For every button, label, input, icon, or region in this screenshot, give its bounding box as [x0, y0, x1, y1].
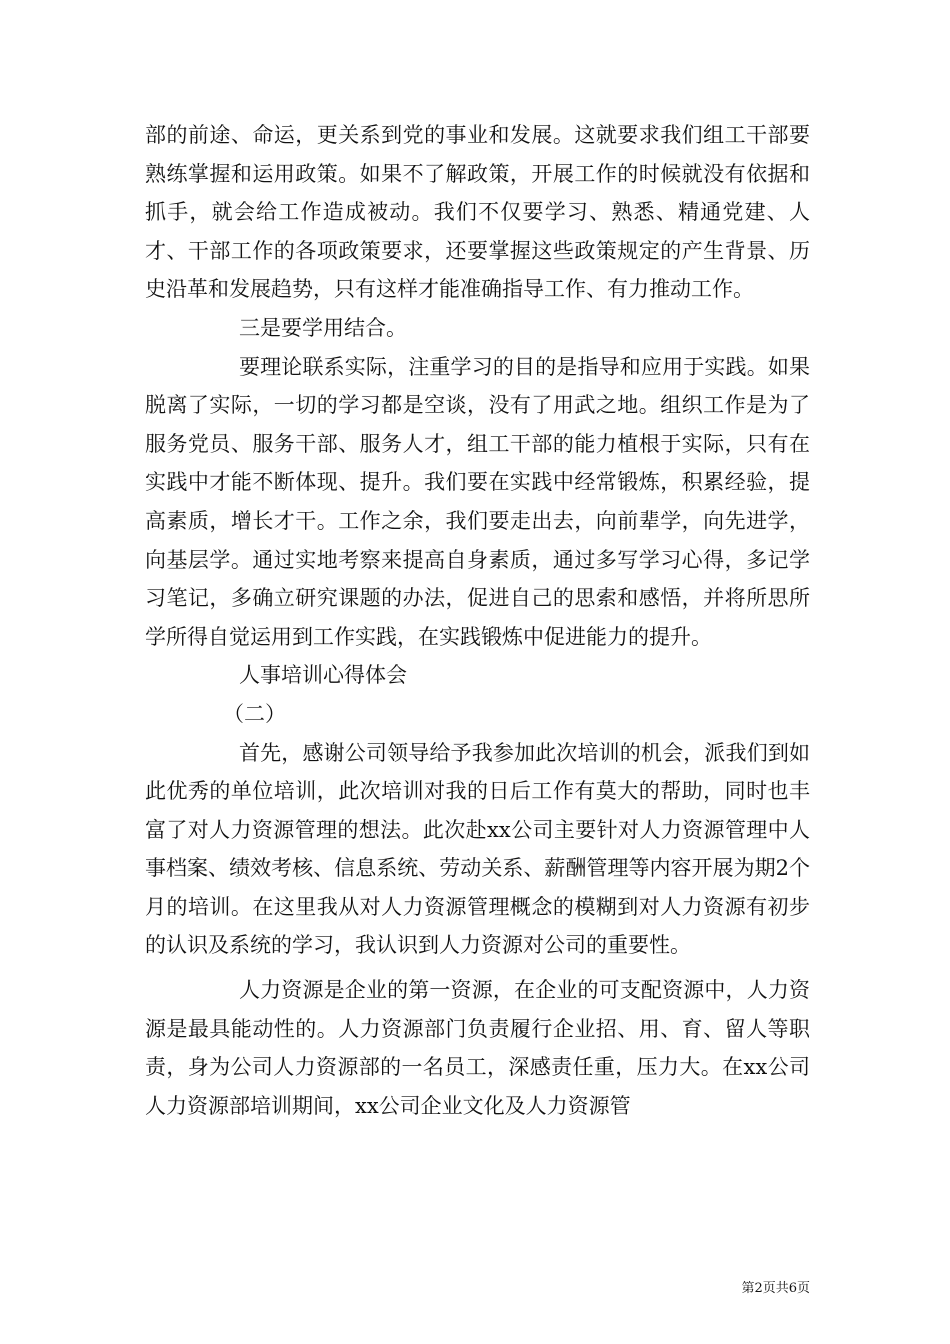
paragraph-continuation: 部的前途、命运，更关系到党的事业和发展。这就要求我们组工干部要熟练掌握和运用政策。如果不了解政策，开展工作的时候就没有依据和抓手，就会给工作造成被动。我们不仅要学习、熟悉、精通党建、人才、干部工作的各项政策要求，还要掌握这些政策规定的产生背景、历史沿革和发展趋势，只有这样才能准确指导工作、有力推动工作。 — [145, 123, 810, 302]
page-footer: 第2页共6页 — [741, 1281, 810, 1296]
document-body — [145, 116, 810, 1125]
paragraph-hr-resource: 人力资源是企业的第一资源，在企业的可支配资源中，人力资源是最具能动性的。人力资源部门负责履行企业招、用、育、留人等职责，身为公司人力资源部的一名员工，深感责任重，压力大。在xx公司人力资源部培训期间，xx公司企业文化及人力资源管 — [145, 978, 810, 1118]
paragraph-first: 首先，感谢公司领导给予我参加此次培训的机会，派我们到如此优秀的单位培训，此次培训对我的日后工作有莫大的帮助，同时也丰富了对人力资源管理的想法。此次赴xx公司主要针对人力资源管理中人事档案、绩效考核、信息系统、劳动关系、薪酬管理等内容开展为期2个月的培训。在这里我从对人力资源管理概念的模糊到对人力资源有初步的认识及系统的学习，我认识到人力资源对公司的重要性。 — [145, 740, 810, 958]
paragraph-heading-three: 三是要学用结合。 — [239, 315, 407, 340]
paragraph-theory-practice: 要理论联系实际，注重学习的目的是指导和应用于实践。如果脱离了实际，一切的学习都是空谈，没有了用武之地。组织工作是为了服务党员、服务干部、服务人才，组工干部的能力植根于实际，只有在实践中才能不断体现、提升。我们要在实践中经常锻炼，积累经验，提高素质，增长才干。工作之余，我们要走出去，向前辈学，向先进学，向基层学。通过实地考察来提高自身素质，通过多写学习心得，多记学习笔记，多确立研究课题的办法，促进自己的思索和感悟，并将所思所学所得自觉运用到工作实践，在实践锻炼中促进能力的提升。 — [145, 354, 810, 649]
section-number: （二） — [223, 701, 286, 726]
section-title: 人事培训心得体会 — [239, 663, 407, 688]
